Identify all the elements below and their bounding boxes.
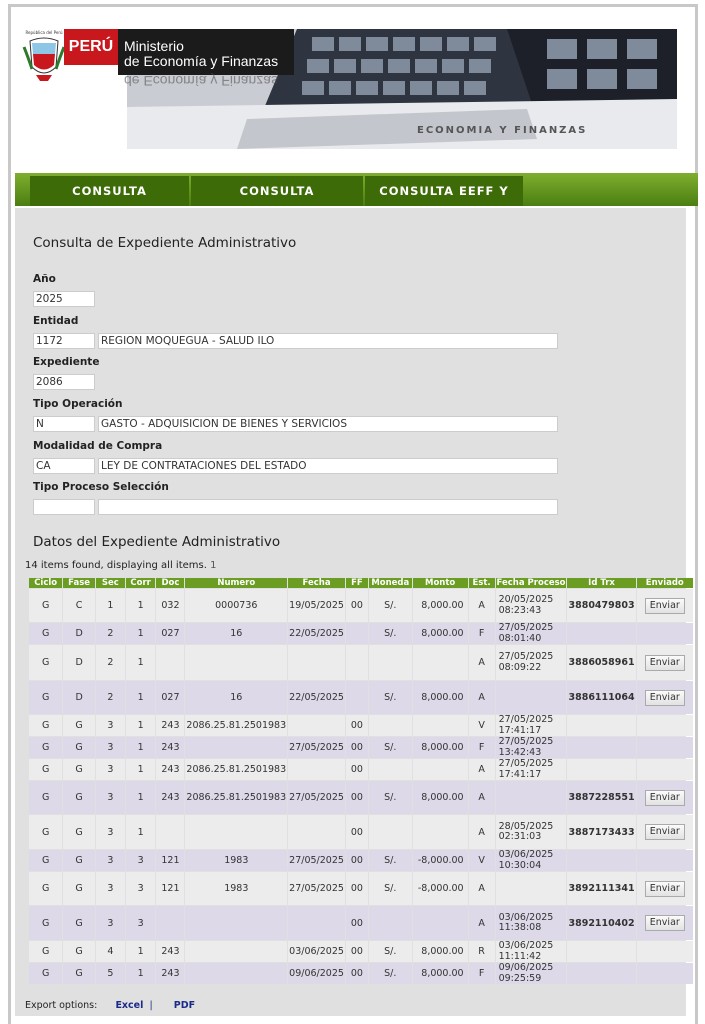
col-header-fase: Fase bbox=[63, 578, 95, 588]
cell-moneda: S/. bbox=[369, 737, 412, 758]
cell-ff: 00 bbox=[346, 737, 368, 758]
col-header-enviado: Enviado bbox=[637, 578, 693, 588]
cell-est: V bbox=[469, 715, 495, 736]
cell-fecha-proceso: 03/06/2025 11:11:42 bbox=[496, 941, 567, 962]
cell-fecha: 09/06/2025 bbox=[288, 963, 345, 984]
cell-ff bbox=[346, 623, 368, 644]
modalidad-name-field[interactable]: LEY DE CONTRATACIONES DEL ESTADO bbox=[98, 458, 558, 474]
cell-fecha-proceso: 09/06/2025 09:25:59 bbox=[496, 963, 567, 984]
entidad-code-field[interactable]: 1172 bbox=[33, 333, 95, 349]
cell-ciclo: G bbox=[29, 963, 62, 984]
anio-field[interactable]: 2025 bbox=[33, 291, 95, 307]
cell-est: A bbox=[469, 589, 495, 622]
cell-fecha-proceso bbox=[496, 872, 567, 905]
cell-ff: 00 bbox=[346, 850, 368, 871]
cell-sec: 3 bbox=[96, 737, 125, 758]
cell-doc: 243 bbox=[156, 759, 184, 780]
cell-id-trx bbox=[567, 941, 635, 962]
nav-consulta-certificado[interactable]: CONSULTA bbox=[191, 176, 363, 206]
enviar-button[interactable]: Enviar bbox=[645, 824, 685, 840]
cell-sec: 3 bbox=[96, 715, 125, 736]
cell-fase: G bbox=[63, 941, 95, 962]
cell-ff: 00 bbox=[346, 759, 368, 780]
enviar-button[interactable]: Enviar bbox=[645, 655, 685, 671]
main-nav bbox=[15, 173, 698, 206]
cell-id-trx bbox=[567, 850, 635, 871]
cell-doc: 032 bbox=[156, 589, 184, 622]
cell-ff: 00 bbox=[346, 781, 368, 814]
cell-numero bbox=[185, 941, 287, 962]
cell-moneda bbox=[369, 645, 412, 680]
cell-fecha-proceso: 03/06/2025 11:38:08 bbox=[496, 906, 567, 940]
cell-fase: G bbox=[63, 781, 95, 814]
cell-sec: 3 bbox=[96, 872, 125, 905]
cell-monto: 8,000.00 bbox=[413, 963, 468, 984]
cell-est: A bbox=[469, 645, 495, 680]
building-sign-text: ECONOMIA Y FINANZAS bbox=[417, 125, 588, 136]
cell-ciclo: G bbox=[29, 715, 62, 736]
table-row bbox=[29, 589, 693, 622]
cell-fase: G bbox=[63, 963, 95, 984]
cell-fecha: 27/05/2025 bbox=[288, 781, 345, 814]
export-separator: | bbox=[149, 1000, 153, 1011]
cell-numero: 16 bbox=[185, 681, 287, 714]
cell-fase: G bbox=[63, 737, 95, 758]
cell-numero bbox=[185, 906, 287, 940]
col-header-ff: FF bbox=[346, 578, 368, 588]
table-row bbox=[29, 737, 693, 758]
cell-monto: -8,000.00 bbox=[413, 872, 468, 905]
enviar-button[interactable]: Enviar bbox=[645, 690, 685, 706]
entidad-label: Entidad bbox=[33, 315, 79, 327]
cell-fecha-proceso: 28/05/2025 02:31:03 bbox=[496, 815, 567, 849]
brand-small-text: República del Perú bbox=[25, 30, 63, 35]
cell-fase: G bbox=[63, 759, 95, 780]
peru-logo: PERÚ bbox=[64, 29, 118, 65]
cell-ciclo: G bbox=[29, 623, 62, 644]
table-row bbox=[29, 941, 693, 962]
table-body bbox=[29, 589, 693, 984]
cell-doc: 121 bbox=[156, 850, 184, 871]
cell-est: A bbox=[469, 759, 495, 780]
cell-fecha bbox=[288, 906, 345, 940]
col-header-est: Est. bbox=[469, 578, 495, 588]
cell-monto: 8,000.00 bbox=[413, 781, 468, 814]
col-header-id-trx: Id Trx bbox=[567, 578, 635, 588]
col-header-corr: Corr bbox=[126, 578, 156, 588]
col-header-ciclo: Ciclo bbox=[29, 578, 62, 588]
cell-sec: 1 bbox=[96, 589, 125, 622]
cell-monto bbox=[413, 759, 468, 780]
table-row bbox=[29, 963, 693, 984]
cell-sec: 2 bbox=[96, 623, 125, 644]
cell-ciclo: G bbox=[29, 815, 62, 849]
cell-sec: 3 bbox=[96, 759, 125, 780]
cell-est: A bbox=[469, 781, 495, 814]
cell-numero: 2086.25.81.2501983 bbox=[185, 759, 287, 780]
cell-numero bbox=[185, 963, 287, 984]
cell-fase: G bbox=[63, 872, 95, 905]
cell-numero: 16 bbox=[185, 623, 287, 644]
table-row bbox=[29, 815, 693, 849]
cell-corr: 1 bbox=[126, 737, 156, 758]
cell-fase: G bbox=[63, 850, 95, 871]
cell-fase: G bbox=[63, 906, 95, 940]
cell-fecha bbox=[288, 815, 345, 849]
cell-doc: 243 bbox=[156, 781, 184, 814]
cell-fecha bbox=[288, 715, 345, 736]
cell-enviado bbox=[637, 941, 693, 962]
cell-fecha: 27/05/2025 bbox=[288, 850, 345, 871]
anio-label: Año bbox=[33, 273, 56, 285]
cell-corr: 1 bbox=[126, 645, 156, 680]
cell-numero: 0000736 bbox=[185, 589, 287, 622]
table-header-row bbox=[29, 578, 693, 588]
table-row bbox=[29, 715, 693, 736]
cell-fecha-proceso bbox=[496, 681, 567, 714]
site-header bbox=[22, 25, 677, 155]
export-options bbox=[25, 1000, 195, 1011]
tipo-operacion-name-field[interactable]: GASTO - ADQUISICION DE BIENES Y SERVICIOS bbox=[98, 416, 558, 432]
cell-ff bbox=[346, 645, 368, 680]
cell-numero: 2086.25.81.2501983 bbox=[185, 781, 287, 814]
cell-monto bbox=[413, 906, 468, 940]
cell-id-trx bbox=[567, 715, 635, 736]
cell-monto bbox=[413, 715, 468, 736]
cell-numero bbox=[185, 815, 287, 849]
cell-ff: 00 bbox=[346, 715, 368, 736]
cell-enviado bbox=[637, 645, 693, 680]
col-header-fecha: Fecha bbox=[288, 578, 345, 588]
cell-ciclo: G bbox=[29, 941, 62, 962]
cell-monto: 8,000.00 bbox=[413, 941, 468, 962]
cell-fecha-proceso: 20/05/2025 08:23:43 bbox=[496, 589, 567, 622]
cell-corr: 1 bbox=[126, 759, 156, 780]
cell-enviado bbox=[637, 906, 693, 940]
cell-corr: 1 bbox=[126, 681, 156, 714]
cell-numero bbox=[185, 645, 287, 680]
enviar-button[interactable]: Enviar bbox=[645, 790, 685, 806]
cell-doc: 243 bbox=[156, 941, 184, 962]
tipo-proceso-label: Tipo Proceso Selección bbox=[33, 481, 169, 493]
cell-fecha-proceso: 03/06/2025 10:30:04 bbox=[496, 850, 567, 871]
cell-enviado bbox=[637, 872, 693, 905]
cell-monto: 8,000.00 bbox=[413, 623, 468, 644]
cell-ff: 00 bbox=[346, 941, 368, 962]
col-header-doc: Doc bbox=[156, 578, 184, 588]
cell-numero bbox=[185, 737, 287, 758]
nav-consulta-expediente[interactable]: CONSULTA bbox=[30, 176, 189, 206]
cell-monto: 8,000.00 bbox=[413, 589, 468, 622]
cell-fecha-proceso: 27/05/2025 08:09:22 bbox=[496, 645, 567, 680]
items-found-text bbox=[25, 560, 216, 571]
cell-enviado bbox=[637, 850, 693, 871]
cell-enviado bbox=[637, 781, 693, 814]
cell-enviado bbox=[637, 623, 693, 644]
cell-est: V bbox=[469, 850, 495, 871]
cell-corr: 3 bbox=[126, 872, 156, 905]
cell-numero: 1983 bbox=[185, 850, 287, 871]
cell-est: A bbox=[469, 815, 495, 849]
cell-fecha-proceso: 27/05/2025 08:01:40 bbox=[496, 623, 567, 644]
cell-moneda bbox=[369, 759, 412, 780]
cell-ciclo: G bbox=[29, 872, 62, 905]
cell-monto: -8,000.00 bbox=[413, 850, 468, 871]
cell-ff bbox=[346, 681, 368, 714]
cell-ciclo: G bbox=[29, 681, 62, 714]
col-header-moneda: Moneda bbox=[369, 578, 412, 588]
cell-fase: G bbox=[63, 715, 95, 736]
cell-moneda: S/. bbox=[369, 872, 412, 905]
ministry-name-box bbox=[118, 29, 294, 75]
export-pdf-link[interactable]: PDF bbox=[173, 1000, 196, 1011]
table-row bbox=[29, 781, 693, 814]
cell-enviado bbox=[637, 815, 693, 849]
cell-id-trx: 3880479803 bbox=[567, 589, 635, 622]
cell-fecha: 19/05/2025 bbox=[288, 589, 345, 622]
col-header-fecha-proceso: Fecha Proceso bbox=[496, 578, 566, 588]
cell-doc: 121 bbox=[156, 872, 184, 905]
col-header-numero: Numero bbox=[185, 578, 287, 588]
cell-ciclo: G bbox=[29, 589, 62, 622]
cell-fecha: 22/05/2025 bbox=[288, 681, 345, 714]
cell-fecha bbox=[288, 759, 345, 780]
cell-id-trx: 3886111064 bbox=[567, 681, 635, 714]
cell-ciclo: G bbox=[29, 781, 62, 814]
cell-ciclo: G bbox=[29, 906, 62, 940]
cell-corr: 1 bbox=[126, 815, 156, 849]
col-header-sec: Sec bbox=[96, 578, 125, 588]
cell-fecha-proceso: 27/05/2025 17:41:17 bbox=[496, 715, 567, 736]
cell-id-trx bbox=[567, 759, 635, 780]
cell-ciclo: G bbox=[29, 850, 62, 871]
enviar-button[interactable]: Enviar bbox=[645, 881, 685, 897]
cell-est: F bbox=[469, 623, 495, 644]
cell-moneda: S/. bbox=[369, 623, 412, 644]
cell-fecha: 27/05/2025 bbox=[288, 737, 345, 758]
cell-fase: D bbox=[63, 645, 95, 680]
cell-moneda: S/. bbox=[369, 781, 412, 814]
cell-sec: 2 bbox=[96, 681, 125, 714]
cell-moneda bbox=[369, 906, 412, 940]
cell-enviado bbox=[637, 589, 693, 622]
cell-id-trx: 3886058961 bbox=[567, 645, 635, 680]
cell-id-trx bbox=[567, 623, 635, 644]
coat-of-arms-icon bbox=[22, 27, 66, 83]
cell-fecha-proceso: 27/05/2025 17:41:17 bbox=[496, 759, 567, 780]
table-row bbox=[29, 623, 693, 644]
cell-moneda bbox=[369, 815, 412, 849]
cell-ff: 00 bbox=[346, 906, 368, 940]
cell-doc: 027 bbox=[156, 681, 184, 714]
cell-sec: 5 bbox=[96, 963, 125, 984]
cell-sec: 3 bbox=[96, 781, 125, 814]
cell-id-trx: 3892111341 bbox=[567, 872, 635, 905]
cell-sec: 3 bbox=[96, 815, 125, 849]
cell-corr: 1 bbox=[126, 941, 156, 962]
form-title: Consulta de Expediente Administrativo bbox=[33, 235, 297, 251]
cell-est: A bbox=[469, 681, 495, 714]
cell-enviado bbox=[637, 681, 693, 714]
cell-fecha-proceso bbox=[496, 781, 567, 814]
cell-sec: 3 bbox=[96, 850, 125, 871]
cell-enviado bbox=[637, 715, 693, 736]
cell-enviado bbox=[637, 759, 693, 780]
ministry-line1: Ministerio bbox=[124, 38, 184, 54]
tipo-proceso-name-field[interactable] bbox=[98, 499, 558, 515]
cell-fecha bbox=[288, 645, 345, 680]
cell-id-trx: 3892110402 bbox=[567, 906, 635, 940]
cell-est: R bbox=[469, 941, 495, 962]
cell-monto bbox=[413, 645, 468, 680]
entidad-name-field[interactable]: REGION MOQUEGUA - SALUD ILO bbox=[98, 333, 558, 349]
cell-monto bbox=[413, 815, 468, 849]
cell-moneda bbox=[369, 715, 412, 736]
tipo-operacion-code-field[interactable]: N bbox=[33, 416, 95, 432]
table-row bbox=[29, 645, 693, 680]
cell-ff: 00 bbox=[346, 963, 368, 984]
cell-ciclo: G bbox=[29, 759, 62, 780]
cell-fecha: 22/05/2025 bbox=[288, 623, 345, 644]
cell-corr: 3 bbox=[126, 850, 156, 871]
cell-fecha: 27/05/2025 bbox=[288, 872, 345, 905]
table-row bbox=[29, 759, 693, 780]
cell-fecha: 03/06/2025 bbox=[288, 941, 345, 962]
datos-title: Datos del Expediente Administrativo bbox=[33, 534, 281, 550]
cell-moneda: S/. bbox=[369, 850, 412, 871]
cell-moneda: S/. bbox=[369, 963, 412, 984]
enviar-button[interactable]: Enviar bbox=[645, 915, 685, 931]
cell-sec: 4 bbox=[96, 941, 125, 962]
expediente-table bbox=[28, 577, 694, 985]
cell-doc bbox=[156, 645, 184, 680]
cell-fase: C bbox=[63, 589, 95, 622]
cell-corr: 1 bbox=[126, 963, 156, 984]
cell-ff: 00 bbox=[346, 589, 368, 622]
cell-corr: 1 bbox=[126, 623, 156, 644]
export-excel-link[interactable]: Excel bbox=[115, 1000, 144, 1011]
cell-ff: 00 bbox=[346, 872, 368, 905]
cell-ciclo: G bbox=[29, 645, 62, 680]
cell-id-trx bbox=[567, 737, 635, 758]
page-number[interactable]: 1 bbox=[210, 560, 217, 571]
cell-est: F bbox=[469, 963, 495, 984]
cell-monto: 8,000.00 bbox=[413, 681, 468, 714]
ministry-line2: de Economía y Finanzas bbox=[124, 53, 279, 69]
cell-id-trx: 3887228551 bbox=[567, 781, 635, 814]
modalidad-label: Modalidad de Compra bbox=[33, 440, 163, 452]
cell-ciclo: G bbox=[29, 737, 62, 758]
nav-consulta-eeff-eepp[interactable]: CONSULTA EEFF Y bbox=[365, 176, 523, 206]
cell-moneda: S/. bbox=[369, 941, 412, 962]
modalidad-code-field[interactable]: CA bbox=[33, 458, 95, 474]
cell-corr: 1 bbox=[126, 781, 156, 814]
cell-corr: 1 bbox=[126, 715, 156, 736]
tipo-operacion-label: Tipo Operación bbox=[33, 398, 123, 410]
cell-sec: 2 bbox=[96, 645, 125, 680]
found-label: 14 items found, displaying all items. bbox=[25, 560, 207, 571]
cell-monto: 8,000.00 bbox=[413, 737, 468, 758]
cell-doc bbox=[156, 815, 184, 849]
cell-doc: 243 bbox=[156, 715, 184, 736]
cell-doc: 243 bbox=[156, 737, 184, 758]
cell-est: A bbox=[469, 906, 495, 940]
cell-sec: 3 bbox=[96, 906, 125, 940]
cell-doc: 243 bbox=[156, 963, 184, 984]
cell-id-trx: 3887173433 bbox=[567, 815, 635, 849]
cell-enviado bbox=[637, 737, 693, 758]
cell-moneda: S/. bbox=[369, 589, 412, 622]
cell-enviado bbox=[637, 963, 693, 984]
ministry-name-reflection: de Economía y Finanzas bbox=[124, 73, 279, 89]
cell-fase: D bbox=[63, 623, 95, 644]
cell-moneda: S/. bbox=[369, 681, 412, 714]
export-label: Export options: bbox=[25, 1000, 98, 1011]
cell-ff: 00 bbox=[346, 815, 368, 849]
enviar-button[interactable]: Enviar bbox=[645, 598, 685, 614]
cell-fase: G bbox=[63, 815, 95, 849]
table-row bbox=[29, 850, 693, 871]
table-row bbox=[29, 872, 693, 905]
cell-est: F bbox=[469, 737, 495, 758]
cell-numero: 2086.25.81.2501983 bbox=[185, 715, 287, 736]
expediente-field[interactable]: 2086 bbox=[33, 374, 95, 390]
cell-corr: 3 bbox=[126, 906, 156, 940]
expediente-label: Expediente bbox=[33, 356, 100, 368]
tipo-proceso-code-field[interactable] bbox=[33, 499, 95, 515]
cell-fecha-proceso: 27/05/2025 13:42:43 bbox=[496, 737, 567, 758]
cell-numero: 1983 bbox=[185, 872, 287, 905]
table-row bbox=[29, 906, 693, 940]
cell-corr: 1 bbox=[126, 589, 156, 622]
cell-est: A bbox=[469, 872, 495, 905]
cell-doc bbox=[156, 906, 184, 940]
table-row bbox=[29, 681, 693, 714]
col-header-monto: Monto bbox=[413, 578, 468, 588]
cell-fase: D bbox=[63, 681, 95, 714]
cell-id-trx bbox=[567, 963, 635, 984]
cell-doc: 027 bbox=[156, 623, 184, 644]
